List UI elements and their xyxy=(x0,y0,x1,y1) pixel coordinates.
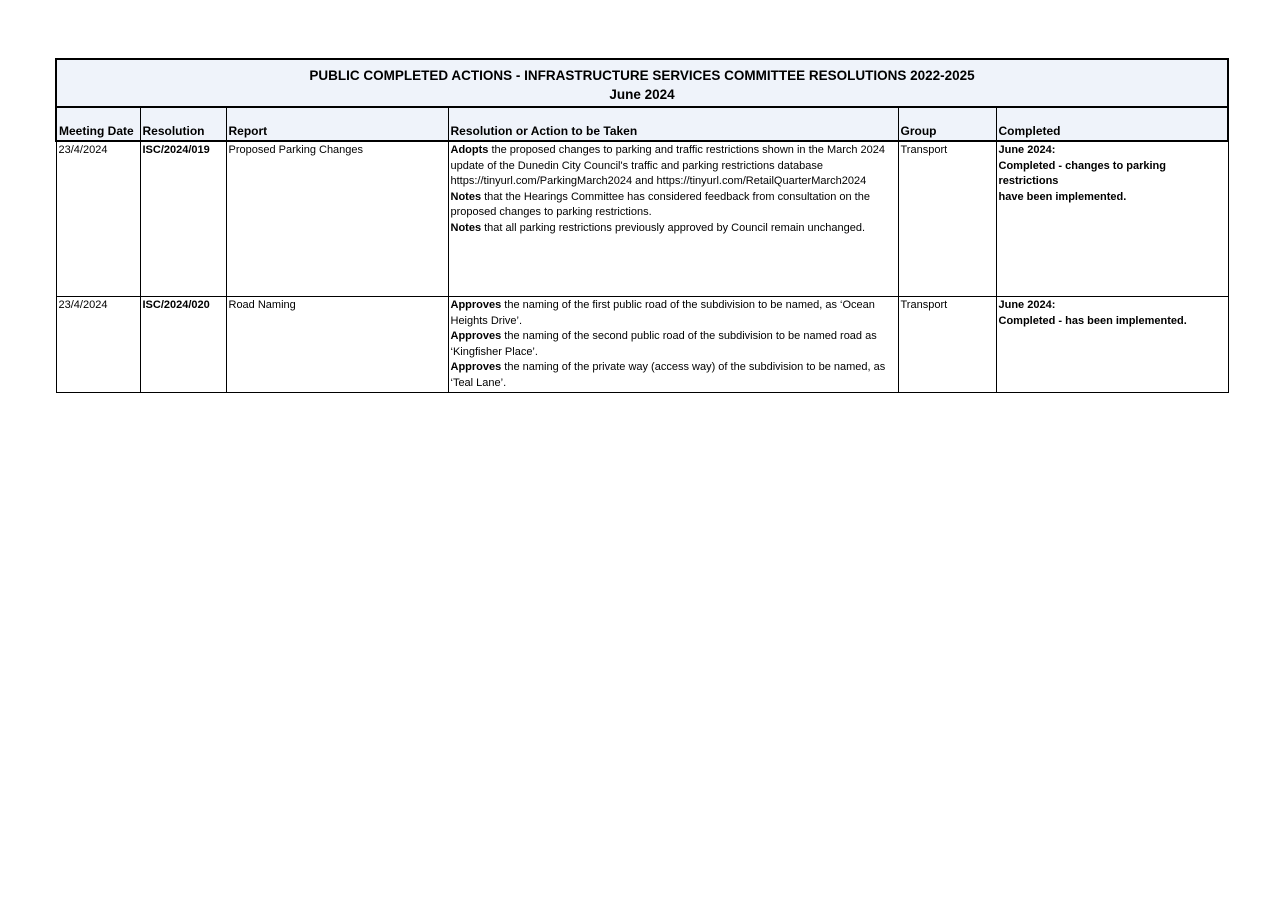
action-verb: Notes xyxy=(450,221,482,234)
report-cell: Proposed Parking Changes xyxy=(226,141,448,297)
action-text: the naming of the first public road of the subdivision to be named, as ‘Ocean xyxy=(501,299,875,311)
action-text: the naming of the second public road of the subdivision to be named road as xyxy=(501,330,877,342)
action-cell xyxy=(448,141,898,297)
document-title: PUBLIC COMPLETED ACTIONS - INFRASTRUCTURE SERVICES COMMITTEE RESOLUTIONS 2022-2025 xyxy=(309,68,975,83)
action-paragraph xyxy=(451,298,896,314)
completed-heading: June 2024: xyxy=(998,144,1056,156)
resolutions-sheet xyxy=(55,58,1227,393)
column-header-meeting-date: Meeting Date xyxy=(56,107,140,141)
meeting-date-cell: 23/4/2024 xyxy=(56,141,140,297)
group-cell: Transport xyxy=(898,141,996,297)
document-subtitle: June 2024 xyxy=(609,87,675,102)
action-paragraph xyxy=(451,329,896,345)
action-text: that the Hearings Committee has considered feedback from consultation on the xyxy=(481,190,870,203)
action-paragraph xyxy=(451,190,896,206)
action-verb: Approves xyxy=(450,299,502,311)
action-verb: Approves xyxy=(450,361,502,373)
table-row xyxy=(56,141,1228,297)
action-text: that all parking restrictions previously approved by Council remain unchanged. xyxy=(481,221,866,234)
table-row xyxy=(56,297,1228,393)
column-header-group: Group xyxy=(898,107,996,141)
action-cell xyxy=(448,297,898,393)
group-cell: Transport xyxy=(898,297,996,393)
column-header-action: Resolution or Action to be Taken xyxy=(448,107,898,141)
action-text-line: ‘Teal Lane’. xyxy=(450,376,507,389)
meeting-date-cell: 23/4/2024 xyxy=(56,297,140,393)
completed-cell xyxy=(996,141,1228,297)
resolution-cell: ISC/2024/020 xyxy=(140,297,226,393)
action-text: the naming of the private way (access way) of the subdivision to be named, as xyxy=(501,361,886,373)
completed-cell xyxy=(996,297,1228,393)
column-header-resolution: Resolution xyxy=(140,107,226,141)
completed-text-line: have been implemented. xyxy=(998,190,1127,203)
action-paragraph xyxy=(451,143,896,159)
action-text: the proposed changes to parking and traffic restrictions shown in the March 2024 xyxy=(488,144,886,156)
column-header-completed: Completed xyxy=(996,107,1228,141)
action-paragraph xyxy=(451,221,896,237)
report-cell: Road Naming xyxy=(226,297,448,393)
action-text-line: Heights Drive’. xyxy=(450,314,523,327)
header-row xyxy=(56,107,1228,141)
completed-actions-table xyxy=(55,58,1229,393)
resolution-cell: ISC/2024/019 xyxy=(140,141,226,297)
action-text-line: proposed changes to parking restrictions. xyxy=(450,206,652,218)
title-row xyxy=(56,59,1228,107)
column-header-report: Report xyxy=(226,107,448,141)
completed-text-line: Completed - changes to parking restrictions xyxy=(998,159,1166,187)
action-verb: Notes xyxy=(450,190,482,203)
action-text-line: https://tinyurl.com/ParkingMarch2024 and https://tinyurl.com/RetailQuarterMarch2024 xyxy=(450,175,867,187)
completed-text-line: Completed - has been implemented. xyxy=(998,314,1187,327)
action-paragraph xyxy=(451,360,896,376)
completed-heading: June 2024: xyxy=(998,299,1056,311)
action-text-line: ‘Kingfisher Place’. xyxy=(450,345,538,358)
action-text-line: update of the Dunedin City Council's traffic and parking restrictions database xyxy=(450,159,823,172)
action-verb: Adopts xyxy=(450,144,489,156)
table-title xyxy=(56,59,1228,107)
action-verb: Approves xyxy=(450,330,502,342)
